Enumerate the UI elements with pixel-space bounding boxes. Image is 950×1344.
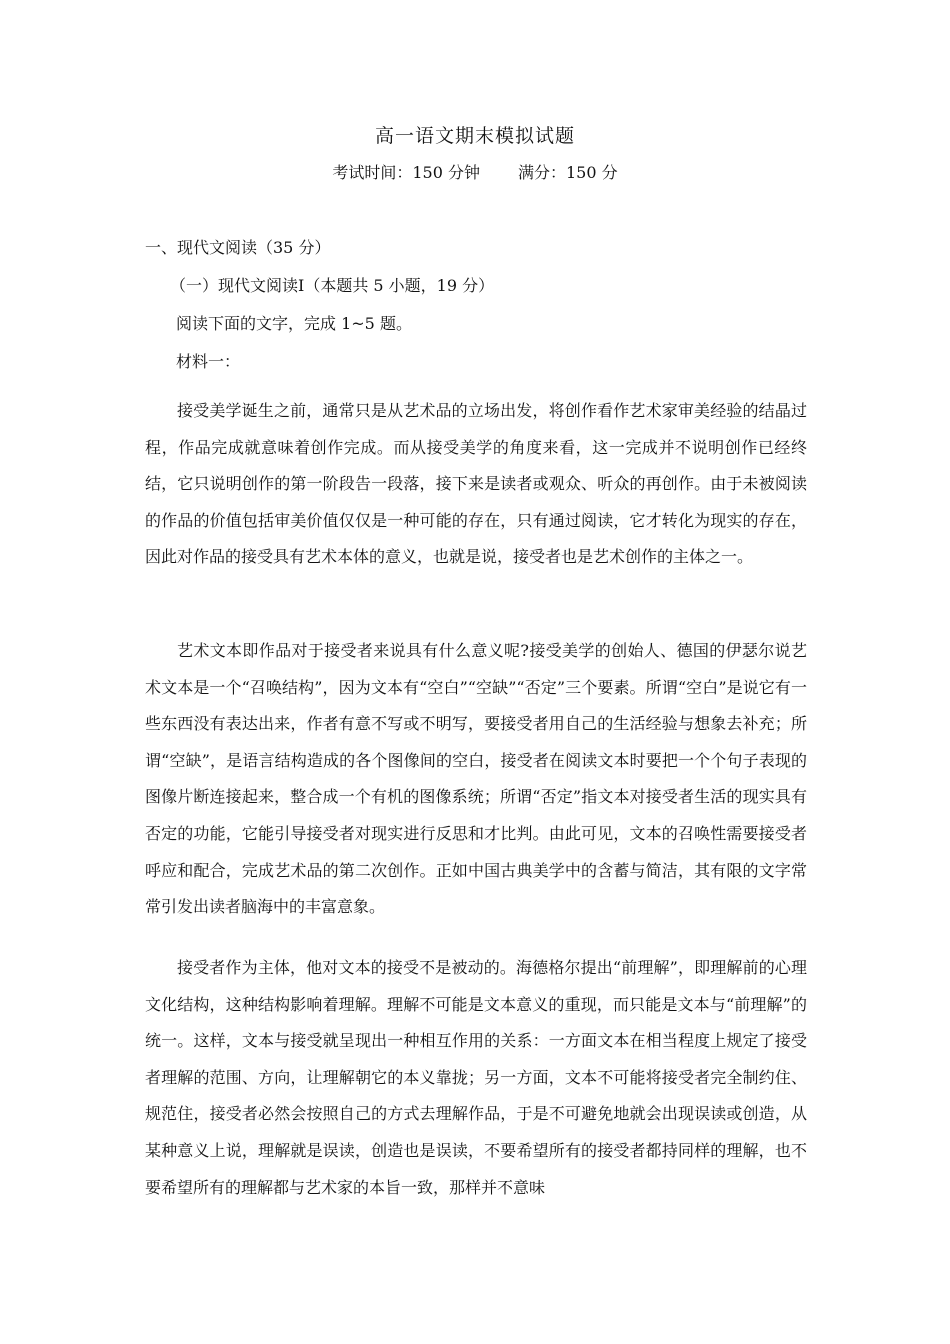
section-heading: 一、现代文阅读（35 分） <box>145 238 331 257</box>
paragraph: 接受者作为主体，他对文本的接受不是被动的。海德格尔提出“前理解”，即理解前的心理文化结构，这种结构影响着理解。理解不可能是文本意义的重现，而只能是文本与“前理解”的统一。这样，文本与接受就呈现出一种相互作用的关系：一方面文本在相当程度上规定了接受者理解的范围、方向，让理解朝它的本义靠拢；另一方面，文本不可能将接受者完全制约住、规范住，接受者必然会按照自己的方式去理解作品，于是不可避免地就会出现误读或创造，从某种意义上说，理解就是误读，创造也是误读，不要希望所有的接受者都持同样的理解，也不要希望所有的理解都与艺术家的本旨一致，那样并不意味 <box>145 958 807 1197</box>
material-label: 材料一： <box>176 352 241 371</box>
exam-info <box>0 160 950 183</box>
reading-instruction: 阅读下面的文字，完成 1~5 题。 <box>176 314 412 333</box>
exam-time: 考试时间：150 分钟 <box>332 163 480 182</box>
exam-title: 高一语文期末模拟试题 <box>374 125 575 147</box>
exam-score: 满分：150 分 <box>518 163 618 182</box>
subsection-heading: （一）现代文阅读Ⅰ（本题共 5 小题，19 分） <box>170 276 495 295</box>
paragraph: 艺术文本即作品对于接受者来说具有什么意义呢?接受美学的创始人、德国的伊瑟尔说艺术文本是一个“召唤结构”，因为文本有“空白”“空缺”“否定”三个要素。所谓“空白”是说它有一些东西没有表达出来，作者有意不写或不明写，要接受者用自己的生活经验与想象去补充；所谓“空缺”，是语言结构造成的各个图像间的空白，接受者在阅读文本时要把一个个句子表现的图像片断连接起来，整合成一个有机的图像系统；所谓“否定”指文本对接受者生活的现实具有否定的功能，它能引导接受者对现实进行反思和才比判。由此可见，文本的召唤性需要接受者呼应和配合，完成艺术品的第二次创作。正如中国古典美学中的含蓄与简洁，其有限的文字常常引发出读者脑海中的丰富意象。 <box>145 641 807 917</box>
paragraph: 接受美学诞生之前，通常只是从艺术品的立场出发，将创作看作艺术家审美经验的结晶过程，作品完成就意味着创作完成。而从接受美学的角度来看，这一完成并不说明创作已经终结，它只说明创作的第一阶段告一段落，接下来是读者或观众、听众的再创作。由于未被阅读的作品的价值包括审美价值仅仅是一种可能的存在，只有通过阅读，它才转化为现实的存在，因此对作品的接受具有艺术本体的意义，也就是说，接受者也是艺术创作的主体之一。 <box>145 401 807 567</box>
